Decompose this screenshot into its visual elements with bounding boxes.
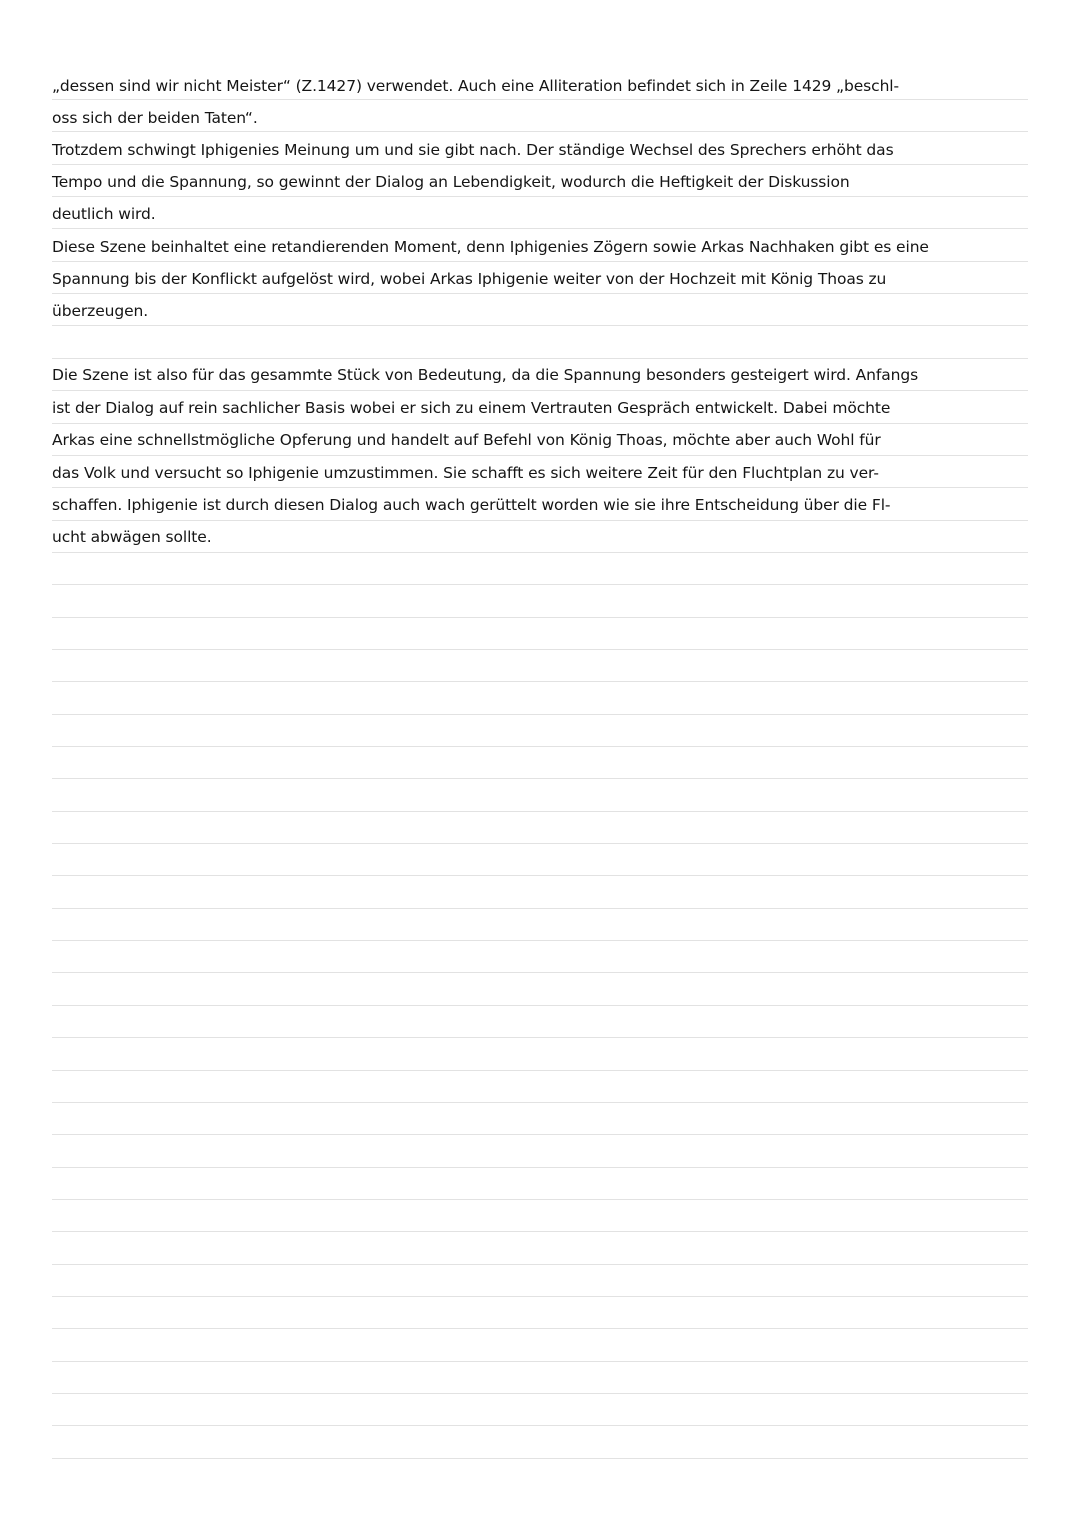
text-line-7: Spannung bis der Konflickt aufgelöst wird, wobei Arkas Iphigenie weiter von der Hochzeit mit König Thoas zu [52,270,887,288]
text-line-14: schaffen. Iphigenie ist durch diesen Dialog auch wach gerüttelt worden wie sie ihre Entscheidung über die Fl- [52,496,891,514]
text-line-8: überzeugen. [52,302,149,320]
text-line-10: Die Szene ist also für das gesammte Stück von Bedeutung, da die Spannung besonders gesteigert wird. Anfangs [52,366,919,384]
text-line-9 [52,327,1052,359]
ruled-line [52,1425,1028,1426]
ruled-line [52,1393,1028,1394]
ruled-line [52,1458,1028,1459]
ruled-line [52,714,1028,715]
ruled-line [52,972,1028,973]
text-line-1: „dessen sind wir nicht Meister“ (Z.1427) verwendet. Auch eine Alliteration befindet sich in Zeile 1429 „beschl- [52,77,899,95]
ruled-line [52,1361,1028,1362]
text-line-2: oss sich der beiden Taten“. [52,109,258,127]
ruled-line [52,843,1028,844]
ruled-line [52,1070,1028,1071]
ruled-line [52,1005,1028,1006]
ruled-line [52,1167,1028,1168]
ruled-line [52,1102,1028,1103]
ruled-line [52,875,1028,876]
text-line-15: ucht abwägen sollte. [52,528,212,546]
ruled-line [52,908,1028,909]
text-line-12: Arkas eine schnellstmögliche Opferung und handelt auf Befehl von König Thoas, möchte aber auch Wohl für [52,431,881,449]
ruled-line [52,1296,1028,1297]
ruled-line [52,1134,1028,1135]
ruled-line [52,649,1028,650]
ruled-line [52,940,1028,941]
ruled-line [52,617,1028,618]
ruled-line [52,1037,1028,1038]
ruled-line [52,1199,1028,1200]
ruled-line [52,1231,1028,1232]
text-line-5: deutlich wird. [52,205,156,223]
text-line-4: Tempo und die Spannung, so gewinnt der Dialog an Lebendigkeit, wodurch die Heftigkeit der Diskussion [52,173,850,191]
text-line-11: ist der Dialog auf rein sachlicher Basis wobei er sich zu einem Vertrauten Gespräch entwickelt. Dabei möchte [52,399,891,417]
text-line-3: Trotzdem schwingt Iphigenies Meinung um und sie gibt nach. Der ständige Wechsel des Sprechers erhöht das [52,141,894,159]
ruled-line [52,681,1028,682]
ruled-line [52,778,1028,779]
text-line-13: das Volk und versucht so Iphigenie umzustimmen. Sie schafft es sich weitere Zeit für den Fluchtplan zu ver- [52,464,879,482]
ruled-line [52,746,1028,747]
ruled-line [52,584,1028,585]
ruled-line [52,811,1028,812]
ruled-line [52,1264,1028,1265]
text-line-6: Diese Szene beinhaltet eine retandierenden Moment, denn Iphigenies Zögern sowie Arkas Nachhaken gibt es eine [52,238,929,256]
ruled-line [52,1328,1028,1329]
